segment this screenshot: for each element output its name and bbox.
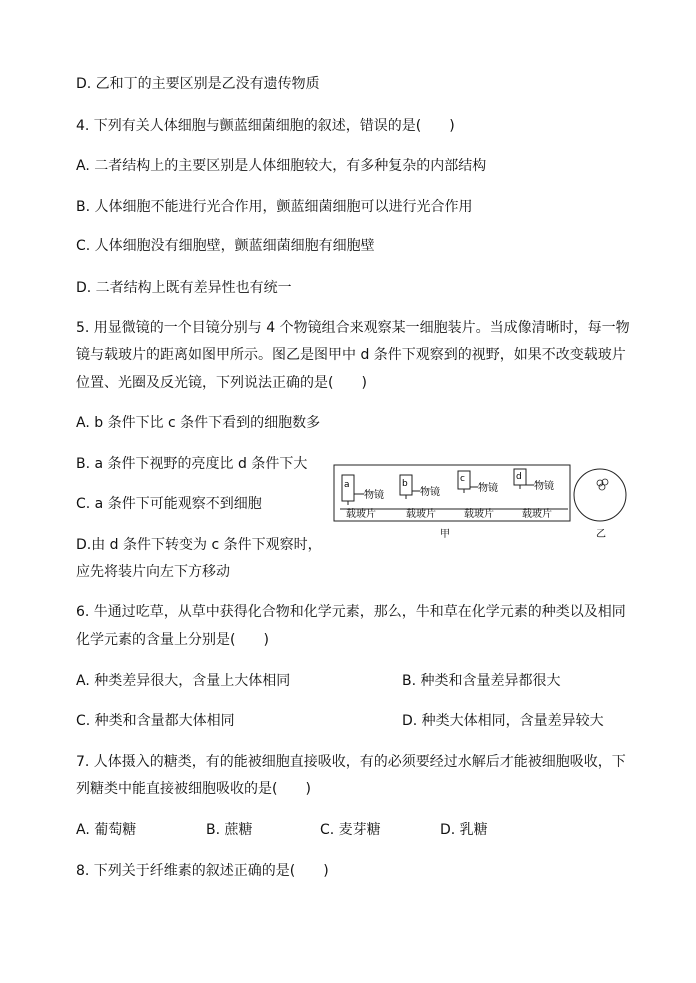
q6-stem-line-2: 化学元素的含量上分别是( ): [76, 632, 269, 648]
objective-label-a: 物镜: [364, 490, 384, 501]
slide-label-d: 载玻片: [522, 509, 552, 520]
q4-option-b: B. 人体细胞不能进行光合作用，颤蓝细菌细胞可以进行光合作用: [76, 199, 473, 215]
lens-c: [456, 471, 514, 520]
q4-option-c: C. 人体细胞没有细胞壁，颤蓝细菌细胞有细胞壁: [76, 238, 375, 254]
slide-label-c: 载玻片: [464, 509, 494, 520]
q6-option-c: C. 种类和含量都大体相同: [76, 713, 235, 729]
lens-label-c: c: [460, 474, 465, 484]
q8-stem: 8. 下列关于纤维素的叙述正确的是( ): [76, 863, 329, 879]
q5-stem-line-1: 5. 用显微镜的一个目镜分别与 4 个物镜组合来观察某一细胞装片。当成像清晰时，每一物: [76, 320, 630, 336]
lens-b: [398, 475, 458, 520]
q5-option-b: B. a 条件下视野的亮度比 d 条件下大: [76, 456, 308, 472]
q3-option-d: D. 乙和丁的主要区别是乙没有遗传物质: [76, 76, 320, 92]
field-of-view-yi-icon: [574, 469, 626, 521]
lens-a: [340, 475, 400, 520]
q5-stem-line-3: 位置、光圈及反光镜，下列说法正确的是( ): [76, 375, 367, 391]
q5-option-d-line-2: 应先将装片向左下方移动: [76, 564, 230, 580]
q5-option-a: A. b 条件下比 c 条件下看到的细胞数多: [76, 415, 321, 431]
caption-jia: 甲: [440, 529, 450, 539]
q7-option-b: B. 蔗糖: [206, 822, 253, 838]
lens-label-a: a: [344, 480, 350, 490]
q7-option-a: A. 葡萄糖: [76, 822, 137, 838]
slide-label-a: 载玻片: [346, 509, 376, 520]
q7-option-d: D. 乳糖: [440, 822, 488, 838]
objective-label-d: 物镜: [534, 481, 554, 492]
q5-option-d-line-1: D.由 d 条件下转变为 c 条件下观察时，: [76, 537, 322, 553]
objective-label-b: 物镜: [420, 487, 440, 498]
q5-stem-line-2: 镜与载玻片的距离如图甲所示。图乙是图甲中 d 条件下观察到的视野，如果不改变载玻片: [76, 347, 626, 363]
q6-option-b: B. 种类和含量差异都很大: [402, 673, 561, 689]
caption-yi: 乙: [596, 529, 606, 539]
q7-option-c: C. 麦芽糖: [320, 822, 381, 838]
q4-option-a: A. 二者结构上的主要区别是人体细胞较大，有多种复杂的内部结构: [76, 158, 487, 174]
q6-stem-line-1: 6. 牛通过吃草，从草中获得化合物和化学元素，那么，牛和草在化学元素的种类以及相同: [76, 604, 626, 620]
lens-d: [512, 469, 568, 520]
lens-label-d: d: [516, 472, 522, 482]
q6-option-a: A. 种类差异很大，含量上大体相同: [76, 673, 291, 689]
lens-label-b: b: [402, 479, 408, 489]
objective-label-c: 物镜: [478, 483, 498, 494]
q4-option-d: D. 二者结构上既有差异性也有统一: [76, 280, 292, 296]
q5-option-c: C. a 条件下可能观察不到细胞: [76, 496, 262, 512]
microscope-figure: [330, 459, 630, 539]
slide-label-b: 载玻片: [406, 509, 436, 520]
q4-stem: 4. 下列有关人体细胞与颤蓝细菌细胞的叙述，错误的是( ): [76, 118, 455, 134]
q7-stem-line-1: 7. 人体摄入的糖类，有的能被细胞直接吸收，有的必须要经过水解后才能被细胞吸收，下: [76, 754, 626, 770]
cell-cluster-icon: [597, 479, 608, 490]
q7-stem-line-2: 列糖类中能直接被细胞吸收的是( ): [76, 781, 311, 797]
q6-option-d: D. 种类大体相同，含量差异较大: [402, 713, 604, 729]
